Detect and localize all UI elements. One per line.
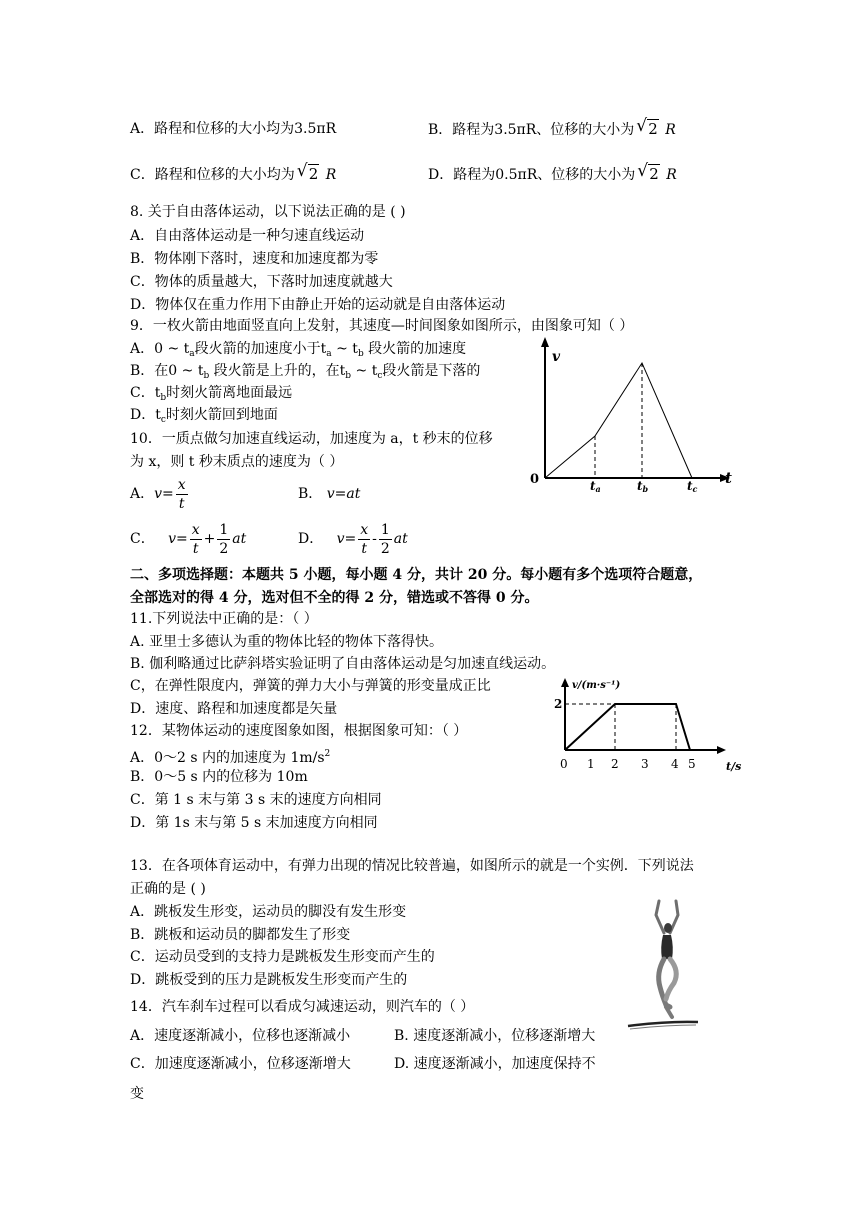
q13-stem-line2: 正确的是 ( ) [130, 881, 206, 897]
denominator: 2 [380, 540, 390, 557]
q10-option-b [298, 484, 360, 504]
q12-vt-graph [548, 672, 748, 777]
subscript: a [326, 349, 332, 359]
subscript: a [189, 349, 195, 359]
q11-option-a: A. 亚里士多德认为重的物体比轻的物体下落得快。 [130, 634, 444, 650]
numerator: 1 [380, 521, 390, 538]
q8-stem: 8. 关于自由落体运动，以下说法正确的是 ( ) [130, 204, 406, 220]
sqrt-number: 2 [308, 165, 319, 183]
q7-option-a: A．路程和位移的大小均为3.5πR [130, 121, 337, 137]
subscript: b [160, 393, 167, 403]
formula-text: at [393, 531, 408, 547]
tc-label: tc [687, 479, 698, 494]
x-tick-4: 4 [671, 757, 679, 771]
denominator: t [361, 540, 367, 557]
radius-r: R [666, 167, 677, 183]
fraction [217, 521, 230, 558]
sqrt-symbol: √ 2 [637, 161, 659, 183]
q11-stem: 11.下列说法中正确的是：（ ） [130, 611, 318, 627]
sqrt-number: 2 [648, 120, 658, 138]
sqrt-symbol: √ 2 [296, 161, 319, 183]
q11-option-c: C，在弹性限度内，弹簧的弹力大小与弹簧的形变量成正比 [130, 678, 491, 694]
q14-stem: 14．汽车刹车过程可以看成匀减速运动，则汽车的（ ） [130, 999, 475, 1015]
q10-stem-line1: 10．一质点做匀加速直线运动，加速度为 a，t 秒末的位移 [130, 431, 493, 447]
formula-text: v= [336, 531, 357, 547]
q11-option-b: B. 伽利略通过比萨斜塔实验证明了自由落体运动是匀加速直线运动。 [130, 656, 556, 672]
text: A．0～2 s 内的加速度为 1m/s [130, 750, 325, 766]
q10-option-d [298, 519, 408, 559]
text: B．在0 ~ t [130, 363, 204, 379]
q14-option-b: B. 速度逐渐减小，位移逐渐增大 [394, 1028, 596, 1044]
q7-option-c-text: C．路程和位移的大小均为 [130, 167, 295, 183]
diver-leg-front [666, 959, 676, 999]
superscript: 2 [324, 749, 331, 759]
text: 段火箭的加速度小于t [194, 341, 327, 357]
operator: - [372, 531, 377, 547]
denominator: t [192, 540, 199, 557]
ta-label: ta [590, 479, 601, 494]
numerator: x [191, 521, 200, 538]
velocity-line [565, 704, 690, 750]
formula-text: v=at [326, 486, 361, 502]
numerator: x [360, 521, 369, 538]
q8-option-d: D．物体仅在重力作用下由静止开始的运动就是自由落体运动 [130, 297, 506, 313]
q13-option-a: A．跳板发生形变，运动员的脚没有发生形变 [130, 904, 407, 920]
x-tick-5: 5 [688, 757, 696, 771]
x-tick-2: 2 [611, 757, 619, 771]
section2-heading-line1: 二、多项选择题：本题共 5 小题，每小题 4 分，共计 20 分。每小题有多个选项符合题意， [130, 567, 703, 583]
q13-option-c: C．运动员受到的支持力是跳板发生形变而产生的 [130, 949, 435, 965]
formula-text: v= [154, 486, 174, 502]
q8-option-b: B．物体刚下落时，速度和加速度都为零 [130, 251, 379, 267]
q14-option-c: C．加速度逐渐减小，位移逐渐增大 [130, 1056, 351, 1072]
y-axis-arrow [561, 678, 569, 687]
subscript: b [345, 371, 352, 381]
diver-left-arm [656, 901, 664, 933]
x-axis-arrow [717, 746, 726, 754]
text: 时刻火箭离地面最远 [166, 385, 293, 401]
radius-r: R [665, 122, 676, 138]
subscript: c [160, 415, 166, 425]
radius-r: R [325, 167, 337, 183]
q14-option-d: D. 速度逐渐减小，加速度保持不 [394, 1056, 596, 1072]
velocity-line [545, 363, 692, 478]
x-tick-0: 0 [560, 757, 568, 771]
sqrt-symbol: √ 2 [636, 116, 658, 138]
y-axis-arrow [541, 337, 549, 347]
subscript: b [357, 349, 364, 359]
q13-option-b: B．跳板和运动员的脚都发生了形变 [130, 927, 351, 943]
numerator: 1 [219, 521, 229, 538]
diver-head [664, 923, 672, 933]
text: A．0 ~ t [130, 341, 190, 357]
operator: + [203, 531, 216, 547]
q11-option-d: D．速度、路程和加速度都是矢量 [130, 701, 338, 717]
y-tick-2: 2 [554, 697, 563, 711]
option-label: B． [298, 486, 323, 502]
q7-option-c [130, 161, 337, 185]
text: 段火箭的加速度 [363, 341, 467, 357]
text: ~ t [331, 341, 358, 357]
q12-stem: 12．某物体运动的速度图象如图，根据图象可知：（ ） [130, 723, 468, 739]
q12-option-b: B．0～5 s 内的位移为 10m [130, 769, 308, 785]
q7-option-b-text: B．路程为3.5πR、位移的大小为 [428, 122, 635, 138]
x-axis-label: t/s [726, 760, 742, 773]
fraction [176, 476, 188, 513]
text: 段火箭是上升的，在t [209, 363, 346, 379]
formula-text: v= [168, 531, 188, 547]
q13-option-d: D．跳板受到的压力是跳板发生形变而产生的 [130, 972, 408, 988]
fraction [190, 521, 202, 558]
subscript: b [203, 371, 210, 381]
q14-option-d-continued: 变 [130, 1086, 144, 1102]
q14-option-a: A．速度逐渐减小，位移也逐渐减小 [130, 1028, 351, 1044]
q7-option-b [428, 116, 676, 140]
option-label: C． [130, 531, 155, 547]
q12-option-c: C．第 1 s 末与第 3 s 末的速度方向相同 [130, 792, 382, 808]
diver-on-springboard-image [626, 895, 701, 1035]
option-label: D． [298, 531, 324, 547]
text: C．t [130, 385, 161, 401]
text: D．t [130, 407, 161, 423]
v-axis-label: v [552, 349, 561, 365]
q12-option-a [130, 744, 330, 768]
q9-stem: 9．一枚火箭由地面竖直向上发射，其速度—时间图象如图所示，由图象可知（ ） [130, 318, 634, 334]
q9-option-d [130, 405, 278, 430]
q10-stem-line2: 为 x，则 t 秒末质点的速度为（ ） [130, 454, 344, 470]
q13-stem-line1: 13．在各项体育运动中，有弹力出现的情况比较普遍，如图所示的就是一个实例．下列说法 [130, 858, 694, 874]
text: 时刻火箭回到地面 [165, 407, 278, 423]
q7-option-d-text: D．路程为0.5πR、位移的大小为 [428, 167, 636, 183]
numerator: x [177, 476, 186, 493]
formula-text: at [232, 531, 247, 547]
text: ~ t [351, 363, 378, 379]
q12-option-d: D．第 1s 末与第 5 s 末加速度方向相同 [130, 815, 378, 831]
denominator: t [178, 495, 185, 512]
q7-option-d [428, 161, 677, 185]
fraction [379, 521, 392, 558]
subscript: c [377, 371, 383, 381]
sqrt-number: 2 [649, 165, 659, 183]
fraction [358, 521, 370, 558]
text: 段火箭是下落的 [382, 363, 481, 379]
section2-heading-line2: 全部选对的得 4 分，选对但不全的得 2 分，错选或不答得 0 分。 [130, 590, 539, 606]
origin-label: 0 [530, 472, 540, 487]
x-tick-1: 1 [587, 757, 595, 771]
q8-option-a: A．自由落体运动是一种匀速直线运动 [130, 228, 365, 244]
q9-vt-graph [520, 333, 740, 498]
q10-option-a [130, 474, 190, 514]
x-tick-3: 3 [641, 757, 649, 771]
q10-option-c [130, 519, 246, 559]
y-axis-label: v/(m·s⁻¹) [572, 680, 621, 691]
q8-option-c: C．物体的质量越大，下落时加速度就越大 [130, 274, 393, 290]
t-axis-label: t [725, 469, 732, 487]
denominator: 2 [219, 540, 229, 557]
tb-label: tb [637, 479, 649, 494]
option-label: A． [130, 486, 155, 502]
diver-torso [661, 935, 673, 959]
